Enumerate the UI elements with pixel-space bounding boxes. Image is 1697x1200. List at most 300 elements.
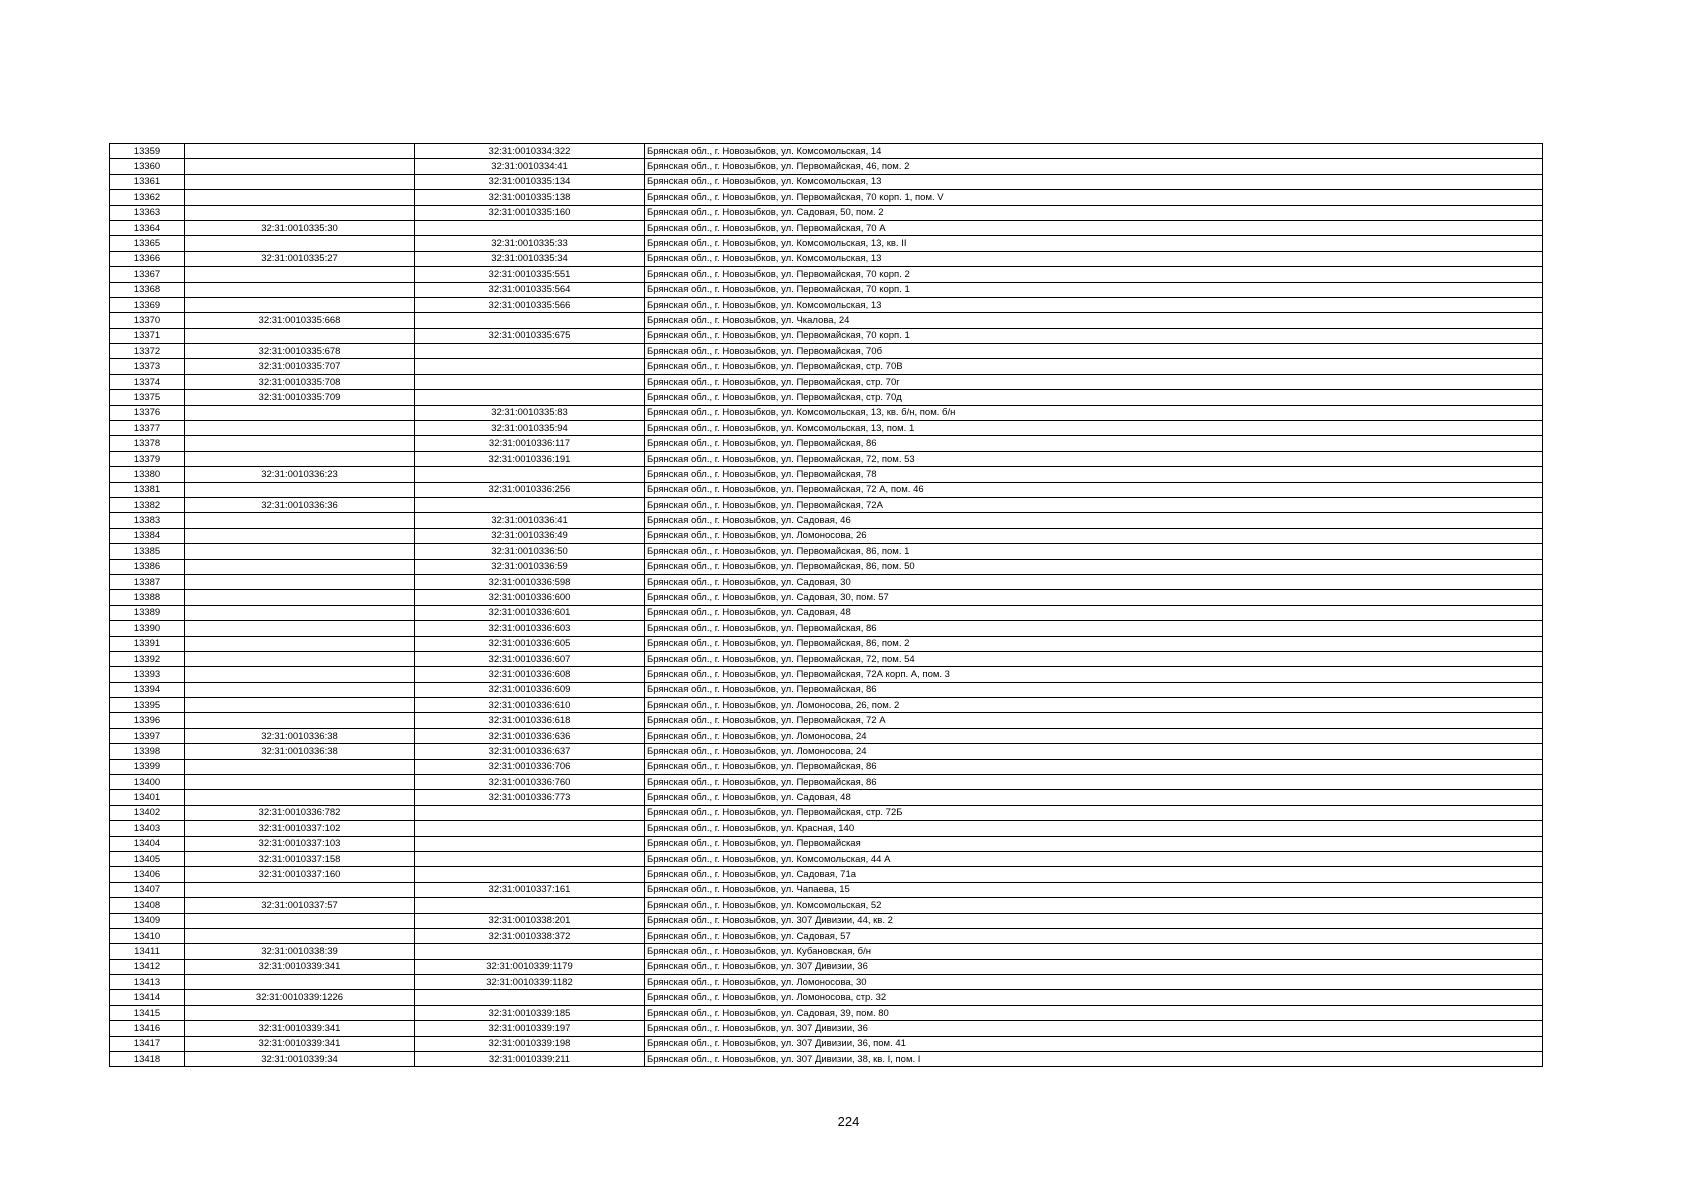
row-number-cell: 13378 bbox=[110, 436, 185, 451]
row-number-cell: 13385 bbox=[110, 544, 185, 559]
building-cadastral-number-cell: 32:31:0010335:134 bbox=[415, 174, 645, 189]
address-cell: Брянская обл., г. Новозыбков, ул. Первомайская, 72 А, пом. 46 bbox=[645, 482, 1543, 497]
table-row bbox=[110, 851, 1543, 866]
building-cadastral-number-cell bbox=[415, 497, 645, 512]
land-cadastral-number-cell: 32:31:0010335:709 bbox=[185, 390, 415, 405]
building-cadastral-number-cell bbox=[415, 805, 645, 820]
address-cell: Брянская обл., г. Новозыбков, ул. Первомайская, 70 корп. 1, пом. V bbox=[645, 190, 1543, 205]
building-cadastral-number-cell: 32:31:0010337:161 bbox=[415, 882, 645, 897]
table-row bbox=[110, 574, 1543, 589]
table-row bbox=[110, 959, 1543, 974]
table-row bbox=[110, 590, 1543, 605]
land-cadastral-number-cell bbox=[185, 636, 415, 651]
building-cadastral-number-cell: 32:31:0010336:605 bbox=[415, 636, 645, 651]
row-number-cell: 13395 bbox=[110, 698, 185, 713]
row-number-cell: 13372 bbox=[110, 344, 185, 359]
table-row bbox=[110, 651, 1543, 666]
address-cell: Брянская обл., г. Новозыбков, ул. Первомайская, 70б bbox=[645, 344, 1543, 359]
table-row bbox=[110, 467, 1543, 482]
table-row bbox=[110, 236, 1543, 251]
row-number-cell: 13418 bbox=[110, 1052, 185, 1067]
row-number-cell: 13365 bbox=[110, 236, 185, 251]
building-cadastral-number-cell bbox=[415, 359, 645, 374]
land-cadastral-number-cell bbox=[185, 328, 415, 343]
address-cell: Брянская обл., г. Новозыбков, ул. Садовая, 57 bbox=[645, 928, 1543, 943]
building-cadastral-number-cell: 32:31:0010336:117 bbox=[415, 436, 645, 451]
row-number-cell: 13396 bbox=[110, 713, 185, 728]
address-cell: Брянская обл., г. Новозыбков, ул. Первомайская, 86, пом. 1 bbox=[645, 544, 1543, 559]
address-cell: Брянская обл., г. Новозыбков, ул. Комсомольская, 13 bbox=[645, 174, 1543, 189]
land-cadastral-number-cell bbox=[185, 667, 415, 682]
land-cadastral-number-cell: 32:31:0010339:1226 bbox=[185, 990, 415, 1005]
table-row bbox=[110, 451, 1543, 466]
address-cell: Брянская обл., г. Новозыбков, ул. Садовая, 48 bbox=[645, 605, 1543, 620]
table-row bbox=[110, 1021, 1543, 1036]
address-cell: Брянская обл., г. Новозыбков, ул. Садовая, 71а bbox=[645, 867, 1543, 882]
building-cadastral-number-cell: 32:31:0010336:49 bbox=[415, 528, 645, 543]
land-cadastral-number-cell bbox=[185, 1005, 415, 1020]
table-row bbox=[110, 698, 1543, 713]
address-cell: Брянская обл., г. Новозыбков, ул. Комсомольская, 52 bbox=[645, 898, 1543, 913]
table-row bbox=[110, 928, 1543, 943]
row-number-cell: 13370 bbox=[110, 313, 185, 328]
land-cadastral-number-cell: 32:31:0010335:678 bbox=[185, 344, 415, 359]
row-number-cell: 13363 bbox=[110, 205, 185, 220]
address-cell: Брянская обл., г. Новозыбков, ул. 307 Дивизии, 44, кв. 2 bbox=[645, 913, 1543, 928]
page-number: 224 bbox=[837, 1114, 860, 1129]
row-number-cell: 13399 bbox=[110, 759, 185, 774]
building-cadastral-number-cell bbox=[415, 944, 645, 959]
land-cadastral-number-cell bbox=[185, 282, 415, 297]
building-cadastral-number-cell: 32:31:0010336:609 bbox=[415, 682, 645, 697]
row-number-cell: 13374 bbox=[110, 374, 185, 389]
table-row bbox=[110, 759, 1543, 774]
table-row bbox=[110, 421, 1543, 436]
address-cell: Брянская обл., г. Новозыбков, ул. Комсомольская, 13 bbox=[645, 297, 1543, 312]
table-row bbox=[110, 144, 1543, 159]
land-cadastral-number-cell: 32:31:0010335:668 bbox=[185, 313, 415, 328]
row-number-cell: 13410 bbox=[110, 928, 185, 943]
table-row bbox=[110, 667, 1543, 682]
registry-table-body bbox=[110, 144, 1543, 1067]
land-cadastral-number-cell bbox=[185, 975, 415, 990]
table-row bbox=[110, 513, 1543, 528]
row-number-cell: 13403 bbox=[110, 821, 185, 836]
row-number-cell: 13367 bbox=[110, 267, 185, 282]
building-cadastral-number-cell bbox=[415, 867, 645, 882]
building-cadastral-number-cell: 32:31:0010336:41 bbox=[415, 513, 645, 528]
table-row bbox=[110, 174, 1543, 189]
land-cadastral-number-cell bbox=[185, 205, 415, 220]
row-number-cell: 13407 bbox=[110, 882, 185, 897]
table-row bbox=[110, 497, 1543, 512]
address-cell: Брянская обл., г. Новозыбков, ул. Комсомольская, 13, пом. 1 bbox=[645, 421, 1543, 436]
table-row bbox=[110, 898, 1543, 913]
building-cadastral-number-cell: 32:31:0010339:1182 bbox=[415, 975, 645, 990]
land-cadastral-number-cell bbox=[185, 790, 415, 805]
land-cadastral-number-cell bbox=[185, 267, 415, 282]
row-number-cell: 13379 bbox=[110, 451, 185, 466]
land-cadastral-number-cell bbox=[185, 574, 415, 589]
land-cadastral-number-cell bbox=[185, 451, 415, 466]
building-cadastral-number-cell: 32:31:0010339:197 bbox=[415, 1021, 645, 1036]
address-cell: Брянская обл., г. Новозыбков, ул. Первомайская, 86 bbox=[645, 759, 1543, 774]
table-row bbox=[110, 282, 1543, 297]
building-cadastral-number-cell: 32:31:0010335:564 bbox=[415, 282, 645, 297]
address-cell: Брянская обл., г. Новозыбков, ул. Комсомольская, 14 bbox=[645, 144, 1543, 159]
building-cadastral-number-cell: 32:31:0010335:94 bbox=[415, 421, 645, 436]
row-number-cell: 13413 bbox=[110, 975, 185, 990]
land-cadastral-number-cell: 32:31:0010335:708 bbox=[185, 374, 415, 389]
row-number-cell: 13391 bbox=[110, 636, 185, 651]
land-cadastral-number-cell bbox=[185, 482, 415, 497]
address-cell: Брянская обл., г. Новозыбков, ул. 307 Дивизии, 36, пом. 41 bbox=[645, 1036, 1543, 1051]
table-row bbox=[110, 220, 1543, 235]
row-number-cell: 13390 bbox=[110, 621, 185, 636]
land-cadastral-number-cell: 32:31:0010336:36 bbox=[185, 497, 415, 512]
building-cadastral-number-cell bbox=[415, 898, 645, 913]
table-row bbox=[110, 790, 1543, 805]
address-cell: Брянская обл., г. Новозыбков, ул. Садовая, 30 bbox=[645, 574, 1543, 589]
address-cell: Брянская обл., г. Новозыбков, ул. Первомайская, 70 корп. 2 bbox=[645, 267, 1543, 282]
building-cadastral-number-cell: 32:31:0010336:601 bbox=[415, 605, 645, 620]
address-cell: Брянская обл., г. Новозыбков, ул. Первомайская, 86 bbox=[645, 436, 1543, 451]
table-row bbox=[110, 159, 1543, 174]
building-cadastral-number-cell: 32:31:0010336:59 bbox=[415, 559, 645, 574]
table-row bbox=[110, 975, 1543, 990]
table-row bbox=[110, 744, 1543, 759]
address-cell: Брянская обл., г. Новозыбков, ул. Ломоносова, 24 bbox=[645, 744, 1543, 759]
building-cadastral-number-cell: 32:31:0010336:760 bbox=[415, 775, 645, 790]
building-cadastral-number-cell: 32:31:0010339:198 bbox=[415, 1036, 645, 1051]
building-cadastral-number-cell: 32:31:0010336:610 bbox=[415, 698, 645, 713]
address-cell: Брянская обл., г. Новозыбков, ул. Ломоносова, стр. 32 bbox=[645, 990, 1543, 1005]
land-cadastral-number-cell bbox=[185, 144, 415, 159]
land-cadastral-number-cell: 32:31:0010336:38 bbox=[185, 744, 415, 759]
land-cadastral-number-cell: 32:31:0010337:103 bbox=[185, 836, 415, 851]
table-row bbox=[110, 344, 1543, 359]
row-number-cell: 13402 bbox=[110, 805, 185, 820]
building-cadastral-number-cell: 32:31:0010335:33 bbox=[415, 236, 645, 251]
building-cadastral-number-cell bbox=[415, 313, 645, 328]
table-row bbox=[110, 405, 1543, 420]
address-cell: Брянская обл., г. Новозыбков, ул. Первомайская bbox=[645, 836, 1543, 851]
row-number-cell: 13383 bbox=[110, 513, 185, 528]
row-number-cell: 13412 bbox=[110, 959, 185, 974]
land-cadastral-number-cell bbox=[185, 436, 415, 451]
land-cadastral-number-cell: 32:31:0010337:160 bbox=[185, 867, 415, 882]
address-cell: Брянская обл., г. Новозыбков, ул. Первомайская, 70 А bbox=[645, 220, 1543, 235]
row-number-cell: 13366 bbox=[110, 251, 185, 266]
building-cadastral-number-cell: 32:31:0010335:160 bbox=[415, 205, 645, 220]
address-cell: Брянская обл., г. Новозыбков, ул. Комсомольская, 44 А bbox=[645, 851, 1543, 866]
address-cell: Брянская обл., г. Новозыбков, ул. Первомайская, 72А bbox=[645, 497, 1543, 512]
row-number-cell: 13382 bbox=[110, 497, 185, 512]
table-row bbox=[110, 190, 1543, 205]
land-cadastral-number-cell bbox=[185, 775, 415, 790]
table-row bbox=[110, 775, 1543, 790]
row-number-cell: 13369 bbox=[110, 297, 185, 312]
land-cadastral-number-cell: 32:31:0010335:27 bbox=[185, 251, 415, 266]
table-row bbox=[110, 1052, 1543, 1067]
building-cadastral-number-cell: 32:31:0010336:706 bbox=[415, 759, 645, 774]
land-cadastral-number-cell bbox=[185, 421, 415, 436]
table-row bbox=[110, 251, 1543, 266]
address-cell: Брянская обл., г. Новозыбков, ул. Первомайская, 72, пом. 54 bbox=[645, 651, 1543, 666]
land-cadastral-number-cell bbox=[185, 713, 415, 728]
row-number-cell: 13371 bbox=[110, 328, 185, 343]
table-row bbox=[110, 636, 1543, 651]
address-cell: Брянская обл., г. Новозыбков, ул. Первомайская, 70 корп. 1 bbox=[645, 328, 1543, 343]
building-cadastral-number-cell: 32:31:0010336:600 bbox=[415, 590, 645, 605]
building-cadastral-number-cell: 32:31:0010335:566 bbox=[415, 297, 645, 312]
table-row bbox=[110, 205, 1543, 220]
address-cell: Брянская обл., г. Новозыбков, ул. Первомайская, стр. 70г bbox=[645, 374, 1543, 389]
land-cadastral-number-cell: 32:31:0010339:34 bbox=[185, 1052, 415, 1067]
building-cadastral-number-cell: 32:31:0010336:607 bbox=[415, 651, 645, 666]
row-number-cell: 13387 bbox=[110, 574, 185, 589]
building-cadastral-number-cell: 32:31:0010339:1179 bbox=[415, 959, 645, 974]
table-row bbox=[110, 297, 1543, 312]
building-cadastral-number-cell: 32:31:0010335:34 bbox=[415, 251, 645, 266]
table-row bbox=[110, 882, 1543, 897]
land-cadastral-number-cell: 32:31:0010339:341 bbox=[185, 959, 415, 974]
building-cadastral-number-cell: 32:31:0010335:551 bbox=[415, 267, 645, 282]
row-number-cell: 13389 bbox=[110, 605, 185, 620]
table-row bbox=[110, 559, 1543, 574]
land-cadastral-number-cell: 32:31:0010336:782 bbox=[185, 805, 415, 820]
address-cell: Брянская обл., г. Новозыбков, ул. Первомайская, 86 bbox=[645, 682, 1543, 697]
table-row bbox=[110, 821, 1543, 836]
building-cadastral-number-cell: 32:31:0010335:138 bbox=[415, 190, 645, 205]
building-cadastral-number-cell: 32:31:0010339:185 bbox=[415, 1005, 645, 1020]
row-number-cell: 13388 bbox=[110, 590, 185, 605]
land-cadastral-number-cell: 32:31:0010339:341 bbox=[185, 1021, 415, 1036]
row-number-cell: 13362 bbox=[110, 190, 185, 205]
building-cadastral-number-cell bbox=[415, 374, 645, 389]
row-number-cell: 13394 bbox=[110, 682, 185, 697]
building-cadastral-number-cell: 32:31:0010336:256 bbox=[415, 482, 645, 497]
table-row bbox=[110, 682, 1543, 697]
building-cadastral-number-cell: 32:31:0010334:41 bbox=[415, 159, 645, 174]
land-cadastral-number-cell bbox=[185, 159, 415, 174]
table-row bbox=[110, 544, 1543, 559]
address-cell: Брянская обл., г. Новозыбков, ул. Ломоносова, 24 bbox=[645, 728, 1543, 743]
table-row bbox=[110, 805, 1543, 820]
building-cadastral-number-cell bbox=[415, 821, 645, 836]
land-cadastral-number-cell bbox=[185, 559, 415, 574]
address-cell: Брянская обл., г. Новозыбков, ул. Чкалова, 24 bbox=[645, 313, 1543, 328]
row-number-cell: 13400 bbox=[110, 775, 185, 790]
address-cell: Брянская обл., г. Новозыбков, ул. Кубановская, б/н bbox=[645, 944, 1543, 959]
row-number-cell: 13405 bbox=[110, 851, 185, 866]
building-cadastral-number-cell bbox=[415, 990, 645, 1005]
table-row bbox=[110, 1036, 1543, 1051]
table-row bbox=[110, 836, 1543, 851]
table-row bbox=[110, 621, 1543, 636]
land-cadastral-number-cell bbox=[185, 236, 415, 251]
address-cell: Брянская обл., г. Новозыбков, ул. Первомайская, 72А корп. А, пом. 3 bbox=[645, 667, 1543, 682]
address-cell: Брянская обл., г. Новозыбков, ул. Ломоносова, 30 bbox=[645, 975, 1543, 990]
land-cadastral-number-cell bbox=[185, 682, 415, 697]
registry-table bbox=[109, 143, 1543, 1067]
address-cell: Брянская обл., г. Новозыбков, ул. Первомайская, 70 корп. 1 bbox=[645, 282, 1543, 297]
row-number-cell: 13359 bbox=[110, 144, 185, 159]
address-cell: Брянская обл., г. Новозыбков, ул. 307 Дивизии, 36 bbox=[645, 1021, 1543, 1036]
building-cadastral-number-cell bbox=[415, 390, 645, 405]
table-row bbox=[110, 436, 1543, 451]
row-number-cell: 13415 bbox=[110, 1005, 185, 1020]
address-cell: Брянская обл., г. Новозыбков, ул. Садовая, 48 bbox=[645, 790, 1543, 805]
building-cadastral-number-cell: 32:31:0010335:675 bbox=[415, 328, 645, 343]
row-number-cell: 13375 bbox=[110, 390, 185, 405]
land-cadastral-number-cell bbox=[185, 928, 415, 943]
row-number-cell: 13380 bbox=[110, 467, 185, 482]
row-number-cell: 13393 bbox=[110, 667, 185, 682]
row-number-cell: 13404 bbox=[110, 836, 185, 851]
row-number-cell: 13406 bbox=[110, 867, 185, 882]
building-cadastral-number-cell: 32:31:0010336:50 bbox=[415, 544, 645, 559]
address-cell: Брянская обл., г. Новозыбков, ул. Комсомольская, 13 bbox=[645, 251, 1543, 266]
land-cadastral-number-cell bbox=[185, 913, 415, 928]
table-row bbox=[110, 390, 1543, 405]
address-cell: Брянская обл., г. Новозыбков, ул. Первомайская, стр. 70д bbox=[645, 390, 1543, 405]
land-cadastral-number-cell bbox=[185, 405, 415, 420]
table-row bbox=[110, 867, 1543, 882]
address-cell: Брянская обл., г. Новозыбков, ул. Комсомольская, 13, кв. б/н, пом. б/н bbox=[645, 405, 1543, 420]
address-cell: Брянская обл., г. Новозыбков, ул. Садовая, 46 bbox=[645, 513, 1543, 528]
land-cadastral-number-cell bbox=[185, 590, 415, 605]
row-number-cell: 13377 bbox=[110, 421, 185, 436]
row-number-cell: 13411 bbox=[110, 944, 185, 959]
land-cadastral-number-cell: 32:31:0010335:30 bbox=[185, 220, 415, 235]
building-cadastral-number-cell: 32:31:0010334:322 bbox=[415, 144, 645, 159]
building-cadastral-number-cell: 32:31:0010336:598 bbox=[415, 574, 645, 589]
table-row bbox=[110, 359, 1543, 374]
land-cadastral-number-cell: 32:31:0010339:341 bbox=[185, 1036, 415, 1051]
row-number-cell: 13384 bbox=[110, 528, 185, 543]
building-cadastral-number-cell: 32:31:0010336:608 bbox=[415, 667, 645, 682]
address-cell: Брянская обл., г. Новозыбков, ул. Комсомольская, 13, кв. II bbox=[645, 236, 1543, 251]
row-number-cell: 13373 bbox=[110, 359, 185, 374]
table-row bbox=[110, 482, 1543, 497]
land-cadastral-number-cell bbox=[185, 621, 415, 636]
row-number-cell: 13408 bbox=[110, 898, 185, 913]
row-number-cell: 13392 bbox=[110, 651, 185, 666]
land-cadastral-number-cell bbox=[185, 174, 415, 189]
land-cadastral-number-cell bbox=[185, 882, 415, 897]
address-cell: Брянская обл., г. Новозыбков, ул. Первомайская, 86, пом. 2 bbox=[645, 636, 1543, 651]
land-cadastral-number-cell: 32:31:0010336:23 bbox=[185, 467, 415, 482]
building-cadastral-number-cell bbox=[415, 467, 645, 482]
table-row bbox=[110, 267, 1543, 282]
land-cadastral-number-cell bbox=[185, 605, 415, 620]
land-cadastral-number-cell bbox=[185, 698, 415, 713]
row-number-cell: 13409 bbox=[110, 913, 185, 928]
address-cell: Брянская обл., г. Новозыбков, ул. Первомайская, 86 bbox=[645, 775, 1543, 790]
building-cadastral-number-cell bbox=[415, 836, 645, 851]
table-row bbox=[110, 605, 1543, 620]
table-row bbox=[110, 728, 1543, 743]
address-cell: Брянская обл., г. Новозыбков, ул. 307 Дивизии, 38, кв. I, пом. I bbox=[645, 1052, 1543, 1067]
table-row bbox=[110, 374, 1543, 389]
address-cell: Брянская обл., г. Новозыбков, ул. Первомайская, 78 bbox=[645, 467, 1543, 482]
row-number-cell: 13401 bbox=[110, 790, 185, 805]
address-cell: Брянская обл., г. Новозыбков, ул. Первомайская, стр. 72Б bbox=[645, 805, 1543, 820]
building-cadastral-number-cell: 32:31:0010338:201 bbox=[415, 913, 645, 928]
address-cell: Брянская обл., г. Новозыбков, ул. Первомайская, 72 А bbox=[645, 713, 1543, 728]
building-cadastral-number-cell: 32:31:0010336:637 bbox=[415, 744, 645, 759]
address-cell: Брянская обл., г. Новозыбков, ул. Первомайская, 72, пом. 53 bbox=[645, 451, 1543, 466]
table-row bbox=[110, 990, 1543, 1005]
land-cadastral-number-cell bbox=[185, 528, 415, 543]
building-cadastral-number-cell: 32:31:0010338:372 bbox=[415, 928, 645, 943]
address-cell: Брянская обл., г. Новозыбков, ул. Садовая, 30, пом. 57 bbox=[645, 590, 1543, 605]
building-cadastral-number-cell bbox=[415, 851, 645, 866]
land-cadastral-number-cell bbox=[185, 651, 415, 666]
land-cadastral-number-cell: 32:31:0010338:39 bbox=[185, 944, 415, 959]
building-cadastral-number-cell: 32:31:0010336:618 bbox=[415, 713, 645, 728]
building-cadastral-number-cell: 32:31:0010339:211 bbox=[415, 1052, 645, 1067]
row-number-cell: 13386 bbox=[110, 559, 185, 574]
address-cell: Брянская обл., г. Новозыбков, ул. Чапаева, 15 bbox=[645, 882, 1543, 897]
address-cell: Брянская обл., г. Новозыбков, ул. 307 Дивизии, 36 bbox=[645, 959, 1543, 974]
table-row bbox=[110, 913, 1543, 928]
table-row bbox=[110, 944, 1543, 959]
table-row bbox=[110, 528, 1543, 543]
land-cadastral-number-cell: 32:31:0010337:102 bbox=[185, 821, 415, 836]
row-number-cell: 13397 bbox=[110, 728, 185, 743]
row-number-cell: 13417 bbox=[110, 1036, 185, 1051]
address-cell: Брянская обл., г. Новозыбков, ул. Красная, 140 bbox=[645, 821, 1543, 836]
row-number-cell: 13381 bbox=[110, 482, 185, 497]
address-cell: Брянская обл., г. Новозыбков, ул. Первомайская, 86 bbox=[645, 621, 1543, 636]
row-number-cell: 13368 bbox=[110, 282, 185, 297]
row-number-cell: 13361 bbox=[110, 174, 185, 189]
land-cadastral-number-cell bbox=[185, 544, 415, 559]
address-cell: Брянская обл., г. Новозыбков, ул. Первомайская, 46, пом. 2 bbox=[645, 159, 1543, 174]
table-row bbox=[110, 328, 1543, 343]
table-row bbox=[110, 313, 1543, 328]
address-cell: Брянская обл., г. Новозыбков, ул. Первомайская, стр. 70В bbox=[645, 359, 1543, 374]
land-cadastral-number-cell bbox=[185, 513, 415, 528]
table-row bbox=[110, 1005, 1543, 1020]
building-cadastral-number-cell: 32:31:0010336:636 bbox=[415, 728, 645, 743]
building-cadastral-number-cell bbox=[415, 344, 645, 359]
building-cadastral-number-cell: 32:31:0010336:191 bbox=[415, 451, 645, 466]
building-cadastral-number-cell: 32:31:0010335:83 bbox=[415, 405, 645, 420]
building-cadastral-number-cell: 32:31:0010336:603 bbox=[415, 621, 645, 636]
row-number-cell: 13364 bbox=[110, 220, 185, 235]
row-number-cell: 13414 bbox=[110, 990, 185, 1005]
land-cadastral-number-cell bbox=[185, 190, 415, 205]
address-cell: Брянская обл., г. Новозыбков, ул. Садовая, 50, пом. 2 bbox=[645, 205, 1543, 220]
land-cadastral-number-cell: 32:31:0010337:158 bbox=[185, 851, 415, 866]
row-number-cell: 13416 bbox=[110, 1021, 185, 1036]
land-cadastral-number-cell bbox=[185, 759, 415, 774]
table-row bbox=[110, 713, 1543, 728]
row-number-cell: 13360 bbox=[110, 159, 185, 174]
address-cell: Брянская обл., г. Новозыбков, ул. Ломоносова, 26, пом. 2 bbox=[645, 698, 1543, 713]
land-cadastral-number-cell: 32:31:0010335:707 bbox=[185, 359, 415, 374]
building-cadastral-number-cell: 32:31:0010336:773 bbox=[415, 790, 645, 805]
address-cell: Брянская обл., г. Новозыбков, ул. Ломоносова, 26 bbox=[645, 528, 1543, 543]
land-cadastral-number-cell: 32:31:0010336:38 bbox=[185, 728, 415, 743]
address-cell: Брянская обл., г. Новозыбков, ул. Садовая, 39, пом. 80 bbox=[645, 1005, 1543, 1020]
land-cadastral-number-cell bbox=[185, 297, 415, 312]
address-cell: Брянская обл., г. Новозыбков, ул. Первомайская, 86, пом. 50 bbox=[645, 559, 1543, 574]
land-cadastral-number-cell: 32:31:0010337:57 bbox=[185, 898, 415, 913]
